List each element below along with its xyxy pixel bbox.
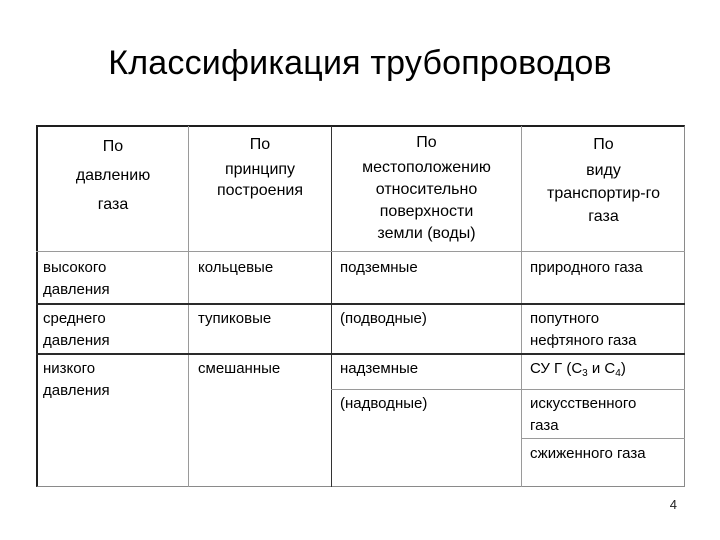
cell-line: давления bbox=[43, 281, 110, 298]
cell-line: низкого bbox=[43, 360, 96, 377]
cell-natural-gas: природного газа bbox=[530, 259, 643, 276]
cell-line: давления bbox=[43, 382, 110, 399]
lpg-text: и С bbox=[587, 360, 616, 377]
header-line: транспортир-го bbox=[547, 185, 660, 202]
cell-line: попутного bbox=[530, 310, 600, 327]
header-line: По bbox=[416, 134, 437, 151]
cell-liquefied-gas: сжиженного газа bbox=[530, 445, 646, 462]
cell-aboveground: надземные bbox=[340, 360, 419, 377]
cell-lpg bbox=[530, 358, 626, 385]
table-divider bbox=[36, 303, 685, 305]
cell-line: давления bbox=[43, 332, 110, 349]
lpg-text: СУ Г (С bbox=[530, 360, 583, 377]
cell-underground: подземные bbox=[340, 259, 418, 276]
cell-abovewater: (надводные) bbox=[340, 395, 428, 412]
table-divider bbox=[331, 389, 685, 390]
cell-line: нефтяного газа bbox=[530, 332, 637, 349]
header-line: относительно bbox=[375, 181, 478, 198]
cell-line: искусственного bbox=[530, 395, 637, 412]
cell-ring: кольцевые bbox=[198, 259, 274, 276]
cell-dead-end: тупиковые bbox=[198, 310, 272, 327]
table-divider bbox=[36, 353, 685, 355]
cell-underwater: (подводные) bbox=[340, 310, 427, 327]
header-line: земли (воды) bbox=[377, 225, 476, 242]
header-line: принципу bbox=[224, 161, 296, 178]
header-line: По bbox=[102, 138, 124, 155]
cell-artificial-gas bbox=[530, 393, 636, 437]
header-line: По bbox=[593, 136, 614, 153]
header-construction bbox=[189, 132, 331, 203]
table-divider bbox=[36, 251, 685, 252]
header-gas-type bbox=[522, 132, 685, 230]
header-line: поверхности bbox=[379, 203, 474, 220]
header-line: газа bbox=[97, 196, 129, 213]
cell-high-pressure bbox=[43, 257, 110, 301]
page-number: 4 bbox=[669, 497, 677, 512]
lpg-text: ) bbox=[620, 360, 626, 377]
cell-mixed: смешанные bbox=[198, 360, 281, 377]
lpg-subscript: 4 bbox=[615, 368, 621, 379]
cell-line: среднего bbox=[43, 310, 106, 327]
cell-line: газа bbox=[530, 417, 559, 434]
cell-low-pressure bbox=[43, 358, 110, 402]
header-line: газа bbox=[588, 208, 619, 225]
header-pressure bbox=[38, 132, 188, 219]
slide-title: Классификация трубопроводов bbox=[108, 44, 612, 82]
header-line: местоположению bbox=[362, 159, 491, 176]
header-location bbox=[332, 132, 521, 245]
cell-medium-pressure bbox=[43, 308, 110, 352]
cell-associated-gas bbox=[530, 308, 636, 352]
lpg-subscript: 3 bbox=[582, 368, 588, 379]
cell-line: высокого bbox=[43, 259, 107, 276]
table-divider bbox=[521, 438, 685, 439]
header-line: давлению bbox=[75, 167, 151, 184]
header-line: По bbox=[249, 136, 271, 153]
header-line: виду bbox=[586, 162, 621, 179]
header-line: построения bbox=[216, 182, 304, 199]
